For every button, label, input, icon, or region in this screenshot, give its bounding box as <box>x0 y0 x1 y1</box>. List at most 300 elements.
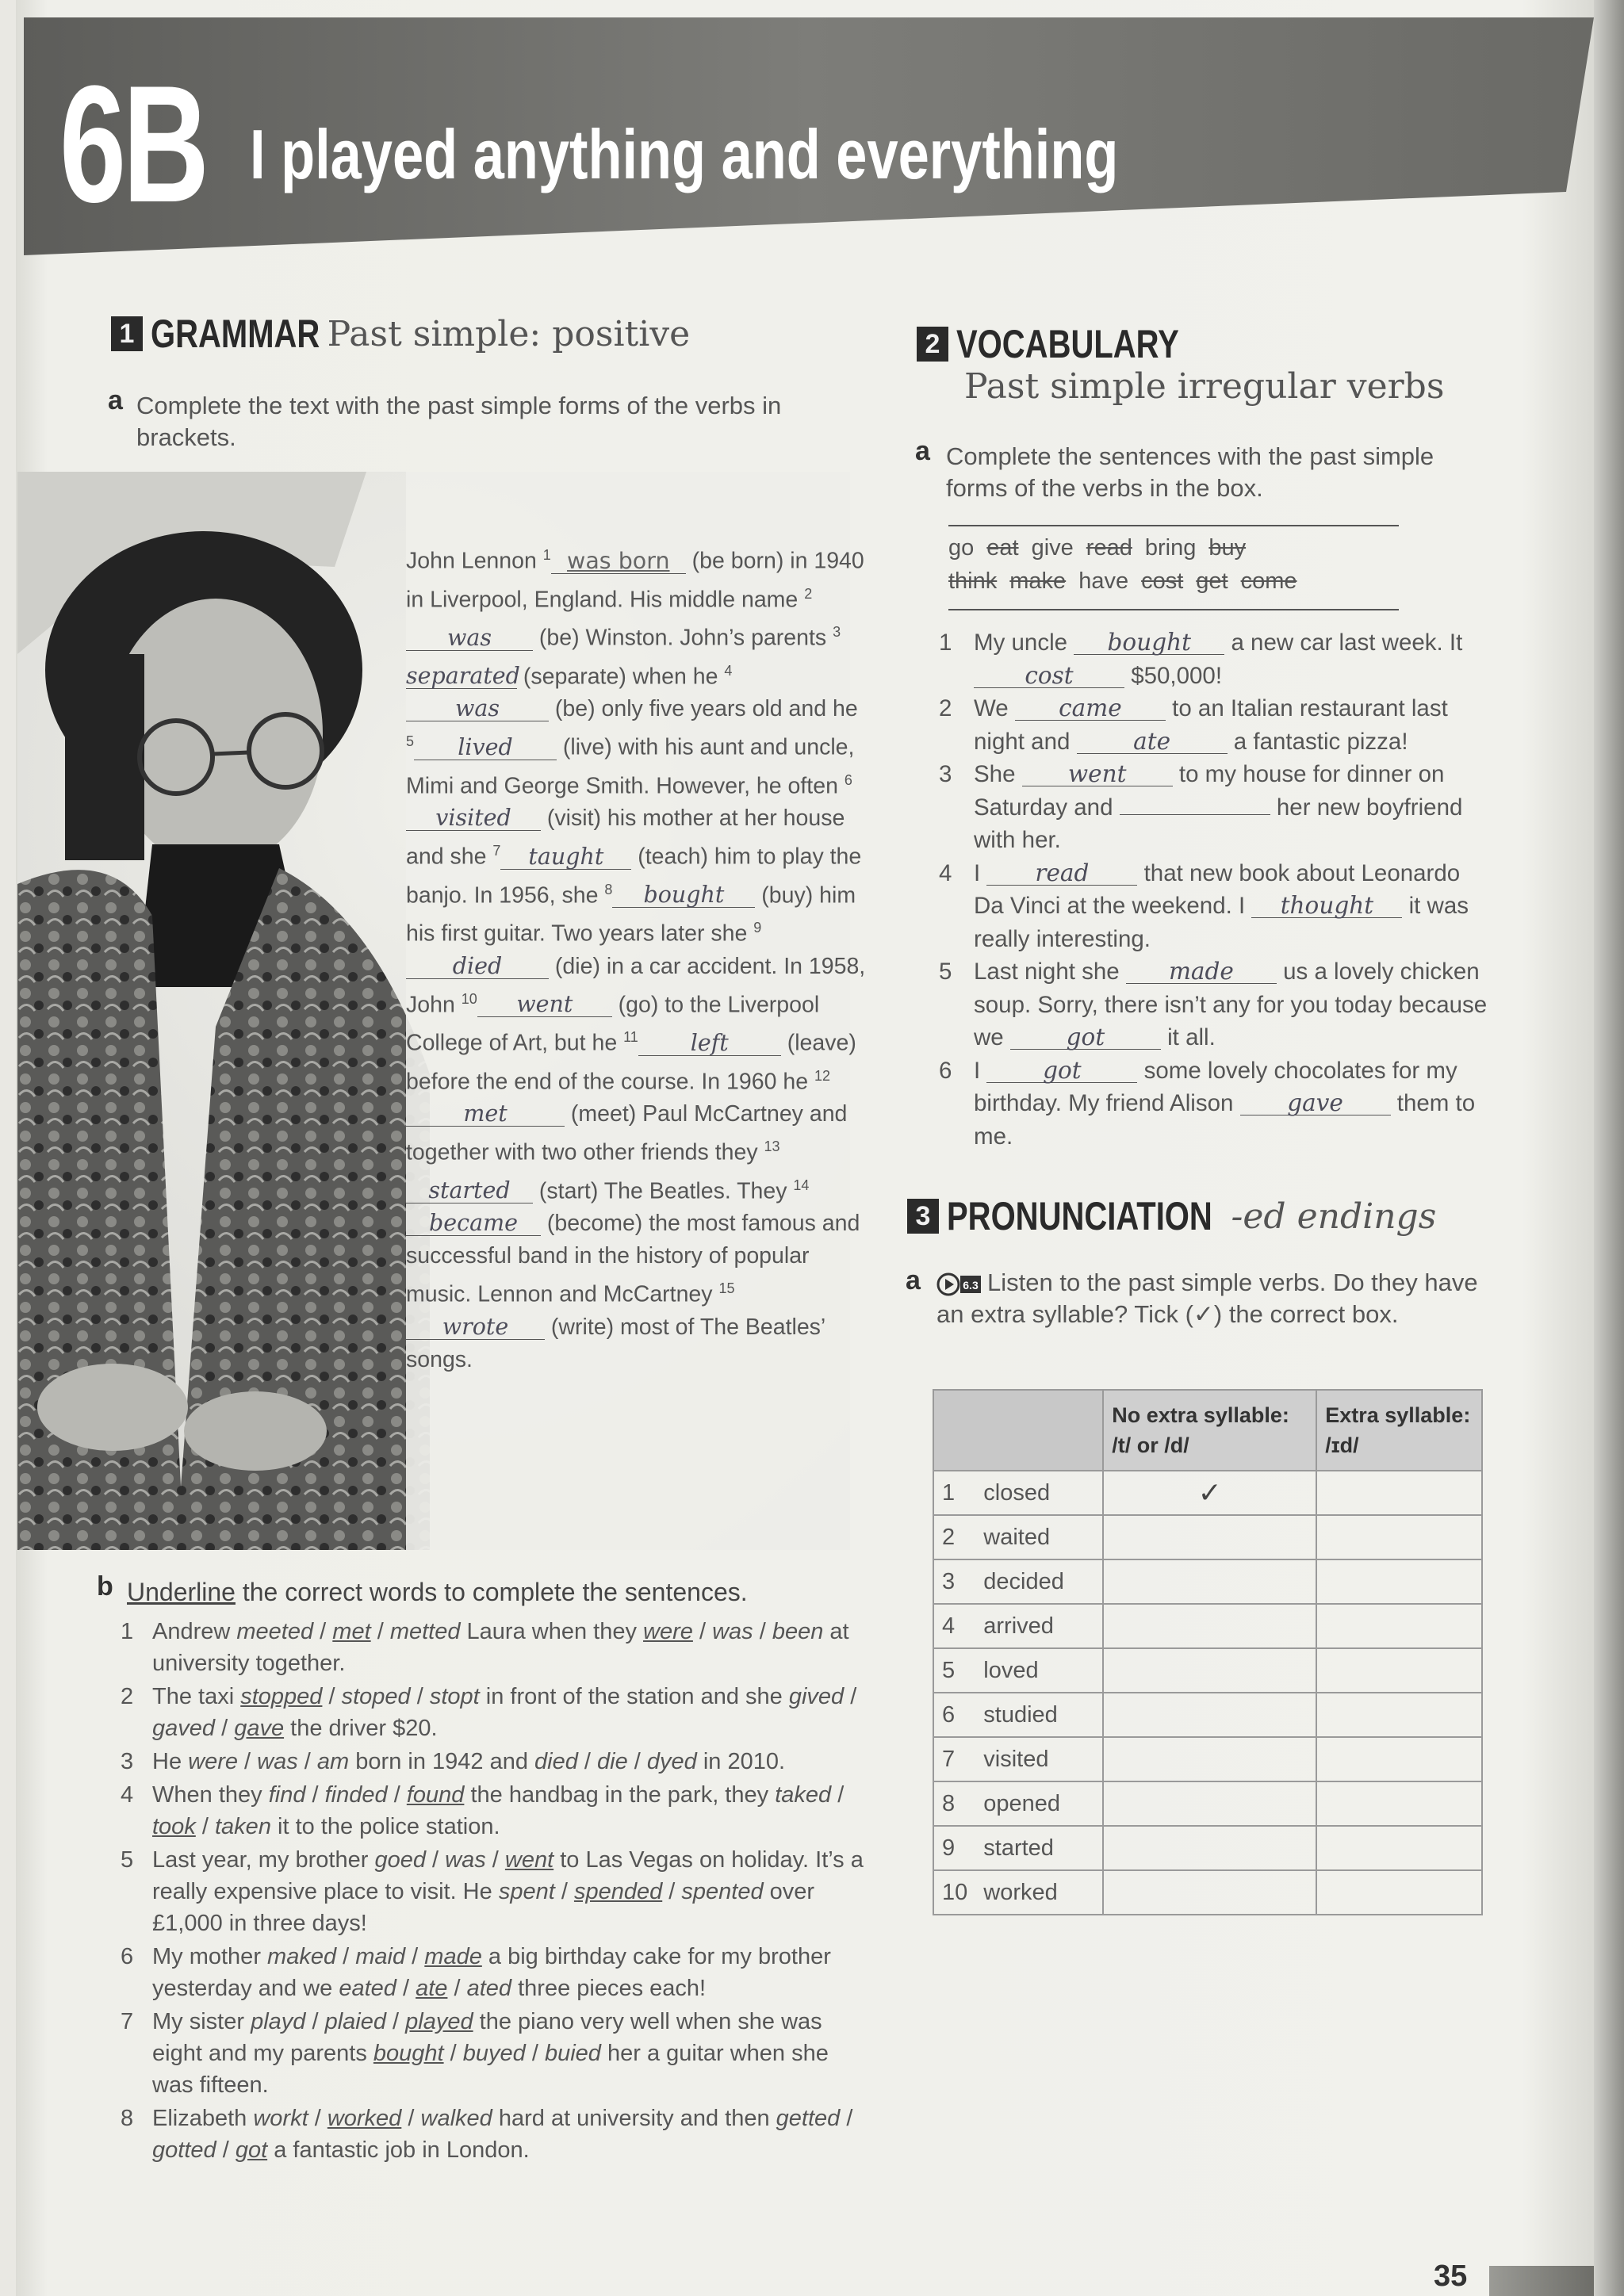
item-number: 3 <box>939 761 952 787</box>
grammar-heading <box>111 311 690 357</box>
sentence-item <box>121 2006 866 2101</box>
gap-number: 3 <box>833 624 841 640</box>
item-number: 1 <box>121 1619 134 1644</box>
story-text: (meet) Paul McCartney and together with two other friends they <box>406 1101 848 1165</box>
word-option[interactable]: met <box>332 1619 371 1644</box>
word-option[interactable]: die <box>597 1749 628 1774</box>
word-option[interactable]: meeted <box>236 1619 314 1644</box>
vocabulary-sentences-list <box>939 626 1494 1153</box>
table-header-blank <box>933 1390 1103 1471</box>
gap-answer: came <box>1059 695 1122 721</box>
pronunciation-table <box>933 1389 1483 1915</box>
gap-4[interactable] <box>406 697 549 721</box>
sentence-text: / <box>387 1782 407 1808</box>
sentence-text: / <box>322 1684 342 1709</box>
sentence-item <box>121 1746 866 1777</box>
section-subtitle: Past simple irregular verbs <box>964 366 1445 407</box>
table-row <box>933 1693 1482 1737</box>
sentence-text: a fantastic pizza! <box>1227 728 1408 755</box>
extra-syllable-box[interactable] <box>1316 1781 1482 1826</box>
section-title: PRONUNCIATION <box>947 1194 1212 1238</box>
item-number: 5 <box>121 1847 134 1873</box>
verb-cell: worked <box>975 1870 1103 1915</box>
word-option[interactable]: found <box>406 1782 465 1808</box>
pronunciation-a-instruction <box>936 1267 1492 1330</box>
gap-6[interactable] <box>406 806 541 831</box>
sentence-text: / <box>753 1619 772 1644</box>
row-number: 10 <box>933 1870 975 1915</box>
word-option[interactable]: stopt <box>429 1684 480 1709</box>
table-row <box>933 1559 1482 1604</box>
table-row <box>933 1781 1482 1826</box>
word-option[interactable]: am <box>316 1749 350 1774</box>
no-extra-syllable-box[interactable] <box>1103 1826 1316 1870</box>
word-option[interactable]: gave <box>234 1716 285 1741</box>
sentence-text: / <box>385 2009 406 2034</box>
sentence-text: My mother <box>152 1944 268 1969</box>
no-extra-syllable-box[interactable] <box>1103 1604 1316 1648</box>
word-option[interactable]: was <box>445 1847 486 1873</box>
word-option[interactable]: finded <box>324 1782 388 1808</box>
word-option[interactable]: taken <box>215 1814 271 1839</box>
answer-blank[interactable] <box>1251 894 1402 918</box>
no-extra-syllable-box[interactable] <box>1103 1737 1316 1781</box>
gap-15[interactable] <box>406 1315 545 1340</box>
sentence-text: / <box>297 1749 317 1774</box>
gap-answer: separated <box>406 663 520 689</box>
underline-sentences-list <box>121 1616 866 2168</box>
extra-syllable-box[interactable] <box>1316 1870 1482 1915</box>
section-number: 2 <box>917 327 948 362</box>
grammar-a-instruction: Complete the text with the past simple forms of the verbs in brackets. <box>136 392 782 451</box>
box-word: bring <box>1144 535 1197 561</box>
sentence-item <box>121 1681 866 1744</box>
table-row <box>933 1826 1482 1870</box>
sentence-text: When they <box>152 1782 269 1808</box>
sentence-text: born in 1942 and <box>349 1749 535 1774</box>
answer-blank[interactable] <box>986 1058 1137 1083</box>
sentence-text: / <box>577 1749 598 1774</box>
extra-syllable-box[interactable] <box>1316 1515 1482 1559</box>
word-option[interactable]: stoped <box>341 1684 411 1709</box>
sentence-text: / <box>305 2009 325 2034</box>
sentence-text: us a lovely chicken soup. Sorry, there isn’t any for you today because we <box>974 959 1488 1050</box>
gap-answer: lived <box>458 733 513 760</box>
gap-answer: bought <box>643 882 725 908</box>
sentence-text: / <box>396 1976 416 2001</box>
story-text: (write) most of The Beatles’ songs. <box>406 1314 825 1372</box>
sentence-text: / <box>401 2106 421 2131</box>
sentence-text: it was really interesting. <box>974 893 1469 952</box>
sentence-item <box>121 1844 866 1939</box>
story-text: (be born) in 1940 in Liverpool, England. His middle name <box>406 548 864 612</box>
box-word: read <box>1086 535 1132 561</box>
sentence-text: to my house for dinner on Saturday and <box>974 761 1445 821</box>
gap-answer: was born <box>567 547 670 574</box>
word-option[interactable]: maid <box>355 1944 406 1969</box>
story-text: (buy) him his first guitar. Two years later she <box>406 882 856 947</box>
gap-number: 13 <box>764 1138 780 1154</box>
sentence-text: My sister <box>152 2009 251 2034</box>
story-text: (go) to the Liverpool College of Art, but he <box>406 992 820 1056</box>
table-row <box>933 1737 1482 1781</box>
answer-blank[interactable] <box>1126 959 1277 984</box>
word-option[interactable]: ated <box>466 1976 512 2001</box>
sentence-text: / <box>370 1619 390 1644</box>
gap-answer: thought <box>1280 892 1374 919</box>
row-number: 7 <box>933 1737 975 1781</box>
sentence-text: three pieces each! <box>511 1976 707 2001</box>
gap-answer: read <box>1035 859 1090 886</box>
gap-number: 15 <box>718 1280 735 1296</box>
gap-number: 2 <box>804 585 813 602</box>
sentence-text: hard at university and then <box>492 2106 776 2131</box>
verb-cell: loved <box>975 1648 1103 1693</box>
extra-syllable-box[interactable] <box>1316 1559 1482 1604</box>
gap-answer: was <box>446 624 492 651</box>
word-option[interactable]: find <box>268 1782 306 1808</box>
sentence-text: / <box>308 2106 327 2131</box>
word-option[interactable]: gaved <box>152 1716 216 1741</box>
gap-answer: got <box>1066 1024 1105 1050</box>
answer-blank[interactable] <box>986 861 1137 886</box>
gap-answer: gave <box>1287 1089 1343 1116</box>
word-option[interactable]: were <box>643 1619 693 1644</box>
gap-10[interactable] <box>477 993 612 1017</box>
gap-5[interactable] <box>414 733 557 760</box>
sentence-item <box>121 1941 866 2004</box>
sentence-text: / <box>405 1944 425 1969</box>
box-word: cost <box>1141 568 1184 594</box>
extra-syllable-box[interactable] <box>1316 1604 1482 1648</box>
word-option[interactable]: spended <box>573 1879 663 1904</box>
word-option[interactable]: gotted <box>152 2137 216 2163</box>
story-text: (separate) when he <box>517 664 725 689</box>
gap-answer: got <box>1043 1056 1082 1084</box>
sentence-text: She <box>974 761 1022 787</box>
gap-3[interactable] <box>406 663 520 689</box>
word-option[interactable]: getted <box>776 2106 841 2131</box>
story-text: (teach) him to play the banjo. In 1956, she <box>406 844 862 908</box>
sentence-text: / <box>410 1684 430 1709</box>
sentence-text: / <box>336 1944 356 1969</box>
gap-answer: started <box>428 1177 511 1203</box>
word-option[interactable]: made <box>424 1944 482 1969</box>
box-word: give <box>1031 535 1074 561</box>
sentence-text: at university together. <box>152 1619 849 1676</box>
word-option[interactable]: played <box>405 2009 473 2034</box>
no-extra-syllable-box[interactable] <box>1103 1870 1316 1915</box>
word-option[interactable]: was <box>712 1619 753 1644</box>
gap-answer: met <box>463 1100 508 1127</box>
sentence-text: a big birthday cake for my brother yesterday and we <box>152 1944 831 2001</box>
verb-cell: opened <box>975 1781 1103 1826</box>
gap-number: 4 <box>724 662 733 679</box>
story-text: (start) The Beatles. They <box>533 1178 794 1203</box>
word-option[interactable]: been <box>772 1619 824 1644</box>
sentence-text: / <box>443 2041 463 2066</box>
word-option[interactable]: got <box>235 2137 268 2163</box>
section-subtitle: Past simple: positive <box>327 313 691 354</box>
word-option[interactable]: eated <box>339 1976 396 2001</box>
story-text: (live) with his aunt and uncle, Mimi and George Smith. However, he often <box>406 734 855 798</box>
sentence-item <box>939 955 1494 1054</box>
word-option[interactable]: playd <box>251 2009 306 2034</box>
item-number: 2 <box>939 695 952 721</box>
sentence-item <box>121 2103 866 2166</box>
word-option[interactable]: goed <box>374 1847 426 1873</box>
gap-number: 5 <box>406 733 415 749</box>
sentence-text: We <box>974 695 1015 721</box>
row-number: 4 <box>933 1604 975 1648</box>
story-text: (die) in a car accident. In 1958, John <box>406 953 866 1017</box>
story-text: (be) only five years old and he <box>549 696 858 721</box>
sentence-text: that new book about Leonardo Da Vinci at the weekend. I <box>974 859 1461 919</box>
answer-blank[interactable] <box>1015 696 1166 721</box>
answer-blank[interactable] <box>1010 1025 1161 1050</box>
sentence-item <box>939 758 1494 857</box>
gap-number: 12 <box>814 1067 830 1084</box>
word-option[interactable]: died <box>534 1749 578 1774</box>
sentence-text: them to me. <box>974 1090 1476 1150</box>
row-number: 6 <box>933 1693 975 1737</box>
word-option[interactable]: spent <box>498 1879 555 1904</box>
instruction-text: the correct words to complete the sentences. <box>235 1578 748 1606</box>
gap-answer: left <box>690 1029 729 1056</box>
item-number: 4 <box>939 859 952 886</box>
audio-play-icon[interactable] <box>936 1272 981 1296</box>
row-number: 1 <box>933 1471 975 1515</box>
sentence-text: Andrew <box>152 1619 237 1644</box>
word-option[interactable]: worked <box>327 2106 402 2131</box>
answer-blank[interactable] <box>1022 762 1173 786</box>
gap-1[interactable] <box>551 549 686 574</box>
sentence-item <box>121 1616 866 1679</box>
section-number: 1 <box>111 316 143 351</box>
gap-number: 9 <box>753 920 762 936</box>
gap-13[interactable] <box>406 1179 533 1203</box>
answer-blank[interactable] <box>1077 729 1228 754</box>
row-number: 2 <box>933 1515 975 1559</box>
item-number: 6 <box>939 1057 952 1084</box>
gap-number: 14 <box>793 1177 810 1193</box>
box-word: get <box>1196 568 1228 594</box>
extra-syllable-box[interactable] <box>1316 1471 1482 1515</box>
word-option[interactable]: dyed <box>646 1749 697 1774</box>
answer-blank[interactable] <box>1120 814 1270 815</box>
sentence-item <box>939 626 1494 692</box>
sentence-text: Laura when they <box>460 1619 644 1644</box>
row-number: 9 <box>933 1826 975 1870</box>
page-number-tab <box>1489 2266 1594 2296</box>
story-text: (visit) his mother at her house and she <box>406 806 845 870</box>
word-option[interactable]: walked <box>420 2106 492 2131</box>
gap-number: 1 <box>542 547 551 563</box>
gap-answer: went <box>1067 760 1127 787</box>
no-extra-syllable-box[interactable] <box>1103 1693 1316 1737</box>
sentence-text: / <box>627 1749 647 1774</box>
gap-11[interactable] <box>638 1031 781 1056</box>
audio-track-number: 6.3 <box>963 1278 979 1292</box>
gap-answer: visited <box>435 805 511 831</box>
verb-cell: waited <box>975 1515 1103 1559</box>
unit-title: I played anything and everything <box>250 115 1119 193</box>
no-extra-syllable-box[interactable] <box>1103 1559 1316 1604</box>
task-letter-a: a <box>906 1265 921 1295</box>
sentence-text: / <box>216 2137 236 2163</box>
box-word: eat <box>986 535 1019 561</box>
sentence-text: / <box>692 1619 713 1644</box>
word-option[interactable]: were <box>188 1749 238 1774</box>
gap-answer: bought <box>1107 629 1191 656</box>
sentence-text: / <box>447 1976 467 2001</box>
sentence-text: to an Italian restaurant last night and <box>974 695 1448 755</box>
word-option[interactable]: buyed <box>462 2041 526 2066</box>
grammar-b-instruction <box>127 1576 888 1608</box>
item-number: 5 <box>939 959 952 985</box>
gap-9[interactable] <box>406 952 549 979</box>
sentence-text: in 2010. <box>696 1749 786 1774</box>
section-number: 3 <box>907 1199 939 1234</box>
sentence-text: her a guitar when she was fifteen. <box>152 2041 829 2098</box>
word-option[interactable]: maked <box>267 1944 337 1969</box>
extra-syllable-box[interactable] <box>1316 1737 1482 1781</box>
sentence-text: / <box>195 1814 215 1839</box>
pronunciation-heading <box>907 1193 1436 1239</box>
row-number: 8 <box>933 1781 975 1826</box>
sentence-text: / <box>831 1782 845 1808</box>
no-extra-syllable-box[interactable] <box>1103 1515 1316 1559</box>
sentence-text: some lovely chocolates for my birthday. My friend Alison <box>974 1057 1457 1116</box>
gap-7[interactable] <box>500 845 631 870</box>
sentence-text: her new boyfriend with her. <box>974 794 1463 853</box>
story-text: (be) Winston. John’s parents <box>533 625 833 651</box>
sentence-item <box>939 692 1494 758</box>
sentence-text: He <box>152 1749 189 1774</box>
answer-blank[interactable] <box>1074 630 1224 655</box>
page-number: 35 <box>1434 2260 1468 2293</box>
table-row <box>933 1648 1482 1693</box>
box-word: have <box>1078 568 1129 594</box>
no-extra-syllable-box[interactable]: ✓ <box>1103 1471 1316 1515</box>
sentence-text: it all. <box>1160 1024 1216 1050</box>
word-option[interactable]: workt <box>253 2106 308 2131</box>
word-option[interactable]: ate <box>416 1976 448 2001</box>
word-option[interactable]: metted <box>389 1619 461 1644</box>
extra-syllable-box[interactable] <box>1316 1648 1482 1693</box>
sentence-text: the driver $20. <box>284 1716 438 1741</box>
word-option[interactable]: stopped <box>240 1684 323 1709</box>
gap-number: 6 <box>844 771 852 788</box>
word-option[interactable]: gived <box>788 1684 845 1709</box>
sentence-text: $50,000! <box>1124 662 1223 689</box>
sentence-text: / <box>662 1879 682 1904</box>
column-no-extra-syllable: No extra syllable: /t/ or /d/ <box>1103 1390 1316 1471</box>
gap-answer: went <box>516 991 573 1017</box>
page-edge <box>1594 0 1624 2296</box>
gap-answer: made <box>1168 958 1234 985</box>
extra-syllable-box[interactable] <box>1316 1826 1482 1870</box>
word-option[interactable]: bought <box>373 2041 444 2066</box>
sentence-item <box>939 1054 1494 1154</box>
sentence-text: / <box>425 1847 446 1873</box>
verb-cell: closed <box>975 1471 1103 1515</box>
table-row <box>933 1515 1482 1559</box>
task-letter-a: a <box>915 436 930 466</box>
word-box <box>948 525 1399 610</box>
sentence-text: The taxi <box>152 1684 241 1709</box>
section-subtitle: -ed endings <box>1231 1196 1437 1237</box>
gap-number: 7 <box>492 843 501 859</box>
sentence-text: / <box>313 1619 333 1644</box>
instruction-text: Listen to the past simple verbs. Do they have an extra syllable? Tick (✓) the correct box. <box>936 1269 1478 1328</box>
item-number: 1 <box>939 629 952 656</box>
sentence-text: / <box>238 1749 258 1774</box>
item-number: 3 <box>121 1749 134 1774</box>
sentence-text: / <box>840 2106 853 2131</box>
word-option[interactable]: went <box>504 1847 554 1873</box>
gap-answer: was <box>454 695 500 721</box>
sentence-text: a fantastic job in London. <box>267 2137 530 2163</box>
gap-answer: died <box>452 952 503 979</box>
no-extra-syllable-box[interactable] <box>1103 1648 1316 1693</box>
gap-answer: wrote <box>442 1313 509 1340</box>
word-option[interactable]: was <box>257 1749 298 1774</box>
sentence-item <box>121 1779 866 1843</box>
gap-12[interactable] <box>406 1102 565 1127</box>
story-text: John Lennon <box>406 548 543 574</box>
lennon-story <box>406 539 866 1376</box>
sentence-item <box>939 857 1494 956</box>
word-option[interactable]: buied <box>544 2041 601 2066</box>
answer-blank[interactable] <box>1240 1091 1391 1115</box>
box-word: come <box>1240 568 1297 594</box>
sentence-text: the handbag in the park, they <box>464 1782 776 1808</box>
gap-8[interactable] <box>612 883 755 908</box>
gap-14[interactable] <box>406 1211 541 1236</box>
vocabulary-heading <box>917 321 1235 367</box>
sentence-text: Last night she <box>974 959 1126 985</box>
verb-cell: decided <box>975 1559 1103 1604</box>
item-number: 6 <box>121 1944 134 1969</box>
word-option[interactable]: taked <box>775 1782 832 1808</box>
verb-cell: studied <box>975 1693 1103 1737</box>
gap-2[interactable] <box>406 626 533 651</box>
gap-answer: cost <box>1025 661 1074 689</box>
word-option[interactable]: spented <box>681 1879 764 1904</box>
vocabulary-a-instruction: Complete the sentences with the past simple forms of the verbs in the box. <box>946 442 1434 502</box>
unit-number: 6B <box>59 51 206 237</box>
sentence-text: Last year, my brother <box>152 1847 375 1873</box>
word-option[interactable]: plaied <box>324 2009 386 2034</box>
unit-header <box>24 17 1594 255</box>
gap-answer: became <box>429 1210 518 1236</box>
extra-syllable-box[interactable] <box>1316 1693 1482 1737</box>
sentence-text: in front of the station and she <box>479 1684 789 1709</box>
sentence-text: the piano very well when she was eight and my parents <box>152 2009 822 2066</box>
gap-number: 10 <box>461 990 477 1007</box>
sentence-text: / <box>844 1684 857 1709</box>
word-option[interactable]: took <box>152 1814 196 1839</box>
answer-blank[interactable] <box>974 661 1124 689</box>
box-word: buy <box>1208 535 1247 561</box>
sentence-text: / <box>485 1847 505 1873</box>
item-number: 7 <box>121 2009 134 2034</box>
row-number: 3 <box>933 1559 975 1604</box>
no-extra-syllable-box[interactable] <box>1103 1781 1316 1826</box>
sentence-text: / <box>554 1879 574 1904</box>
table-row <box>933 1471 1482 1515</box>
